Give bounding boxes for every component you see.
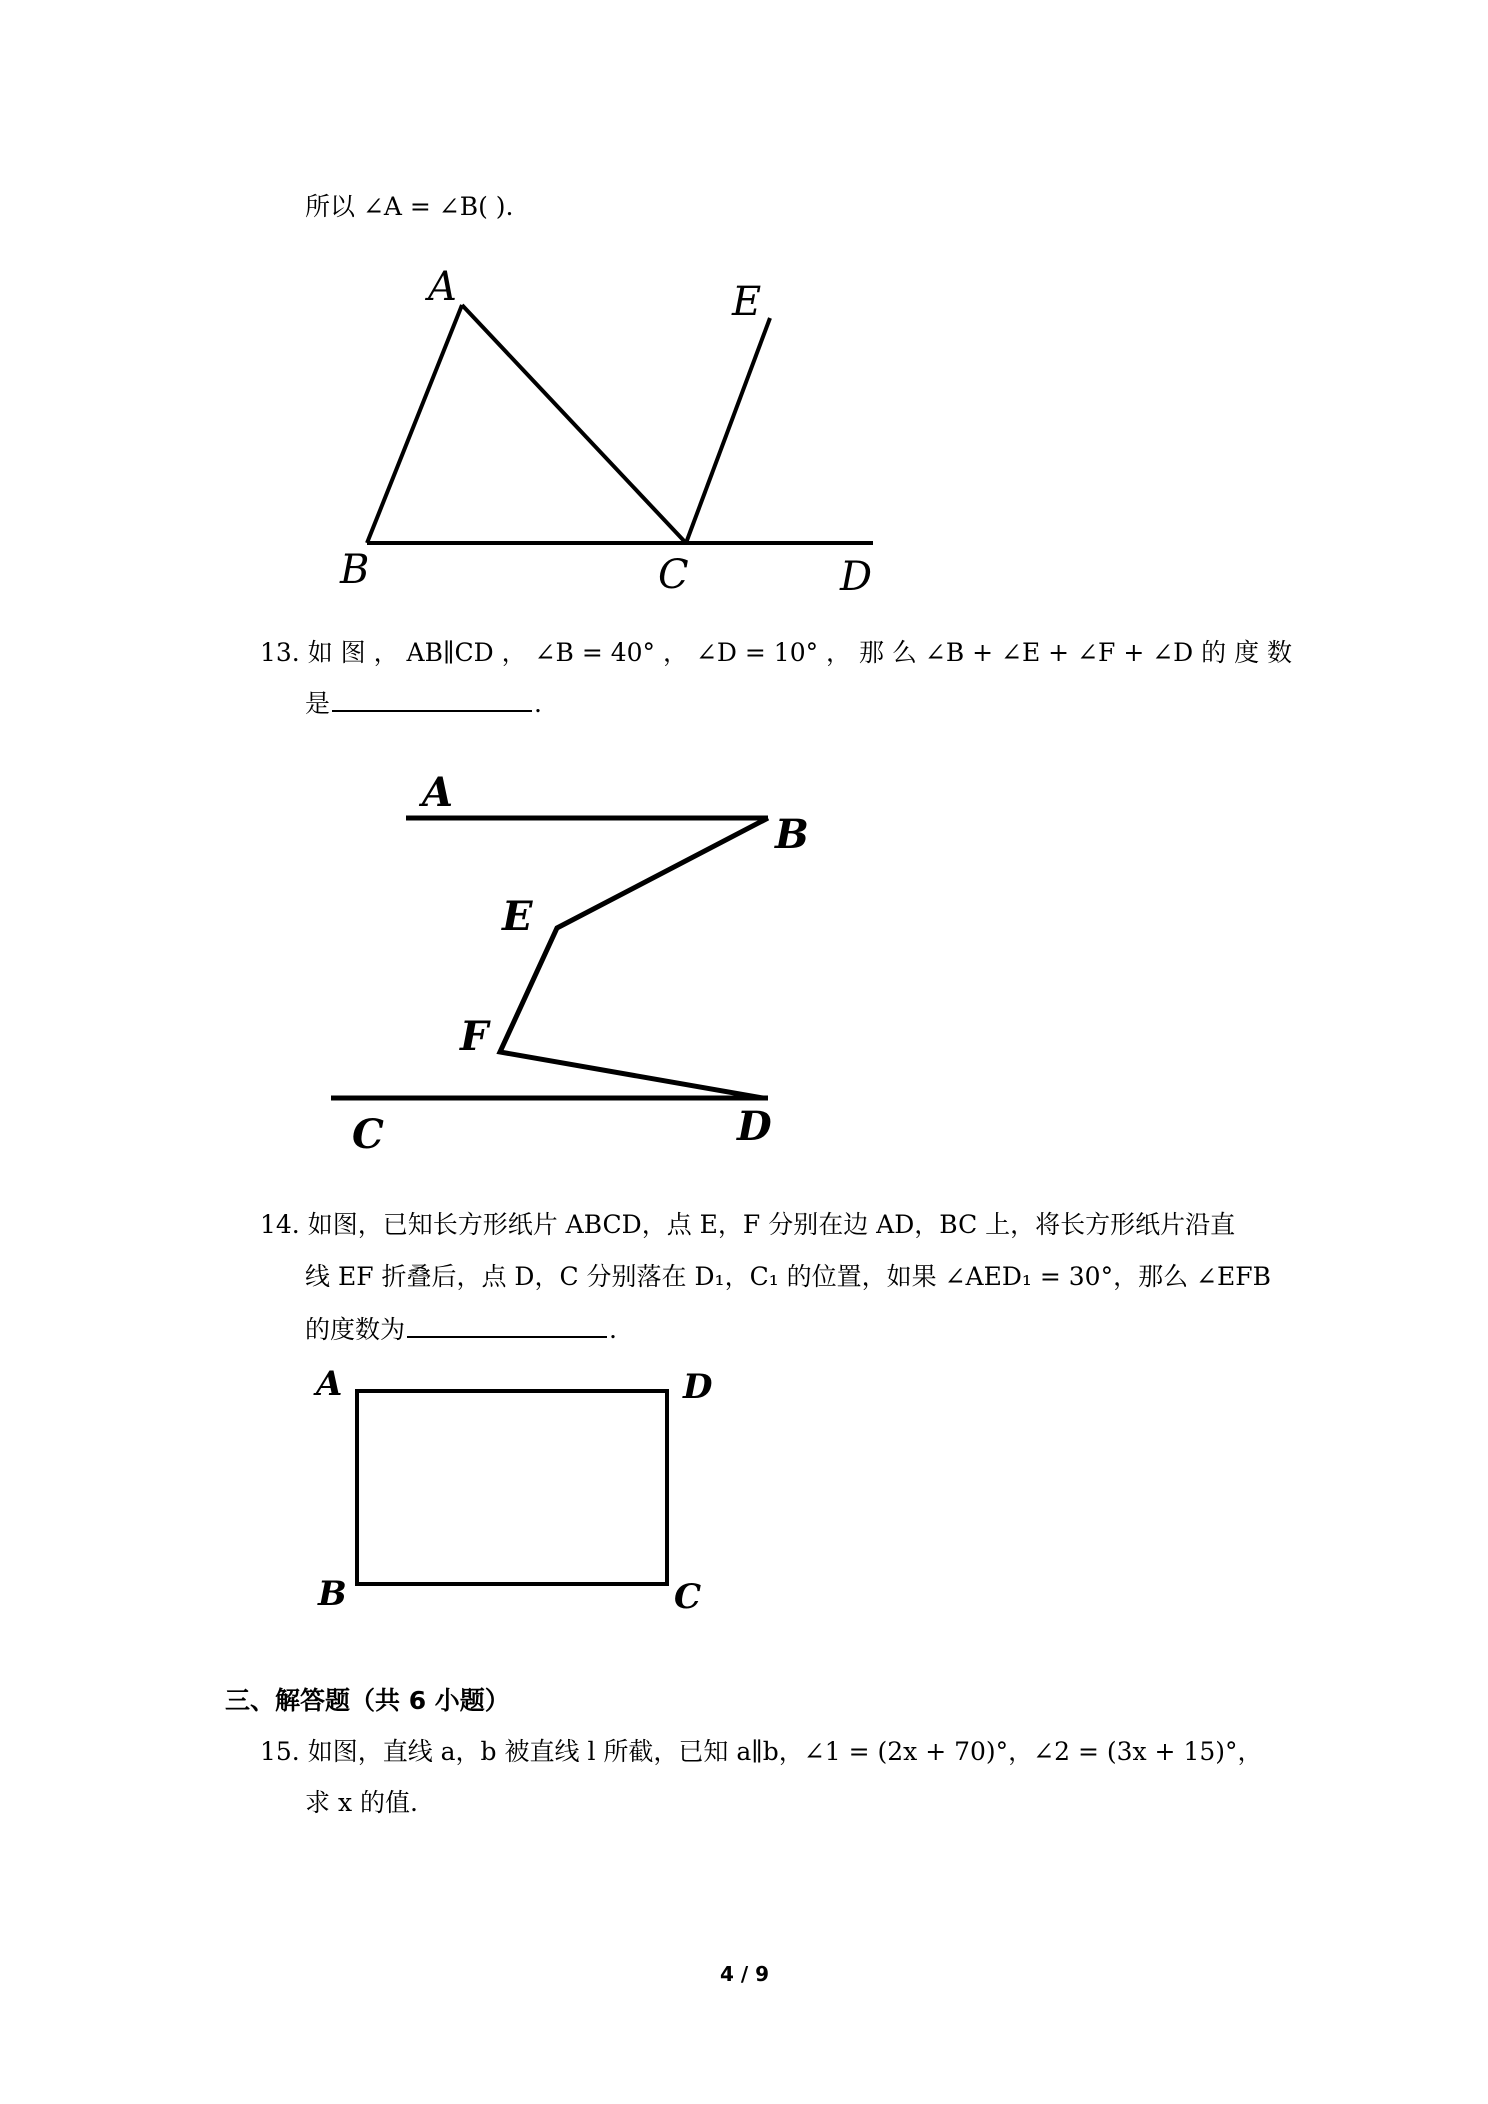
question-14-prefix: 的度数为: [305, 1315, 406, 1344]
label-d: D: [683, 1367, 713, 1407]
label-b: B: [318, 1574, 347, 1614]
label-b: B: [340, 547, 370, 593]
figure-12: [367, 305, 873, 543]
label-c: C: [674, 1577, 702, 1617]
label-a: A: [428, 264, 457, 310]
question-15-line-1: 15. 如图，直线 a，b 被直线 l 所截，已知 a∥b，∠1 = (2x + 70)°，∠2 = (3x + 15)°，: [260, 1737, 1263, 1766]
polyline-befd: [500, 818, 768, 1098]
label-e: E: [732, 279, 762, 325]
label-d: D: [737, 1103, 772, 1150]
statement-line: 所以 ∠A = ∠B( ).: [305, 192, 514, 221]
segment-ac: [462, 305, 686, 543]
question-15-line-2: 求 x 的值.: [305, 1788, 418, 1817]
question-14-line-2: 线 EF 折叠后，点 D，C 分别落在 D₁，C₁ 的位置，如果 ∠AED₁ = 30°，那么 ∠EFB: [305, 1262, 1271, 1291]
segment-ab: [367, 305, 462, 543]
label-e: E: [502, 893, 533, 940]
label-d: D: [840, 554, 873, 600]
section-heading: 三、解答题（共 6 小题）: [225, 1686, 510, 1715]
page-number: 4 / 9: [720, 1962, 770, 1986]
question-14-suffix: .: [609, 1315, 617, 1344]
label-c: C: [352, 1111, 384, 1158]
label-a: A: [422, 769, 454, 816]
rectangle-abcd: [357, 1391, 667, 1584]
label-c: C: [658, 552, 689, 598]
question-14-line-1: 14. 如图，已知长方形纸片 ABCD，点 E，F 分别在边 AD，BC 上，将长方形纸片沿直: [260, 1210, 1236, 1239]
label-a: A: [316, 1364, 343, 1404]
ray-ce: [686, 318, 770, 543]
figure-13: [331, 818, 768, 1098]
question-13-suffix: .: [534, 689, 542, 718]
question-13-prefix: 是: [305, 689, 331, 718]
label-b: B: [775, 811, 809, 858]
label-f: F: [460, 1013, 489, 1060]
question-13-line-1: 13. 如 图 ， AB∥CD ， ∠B = 40° ， ∠D = 10° ， 那 么 ∠B + ∠E + ∠F + ∠D 的 度 数: [260, 638, 1293, 667]
